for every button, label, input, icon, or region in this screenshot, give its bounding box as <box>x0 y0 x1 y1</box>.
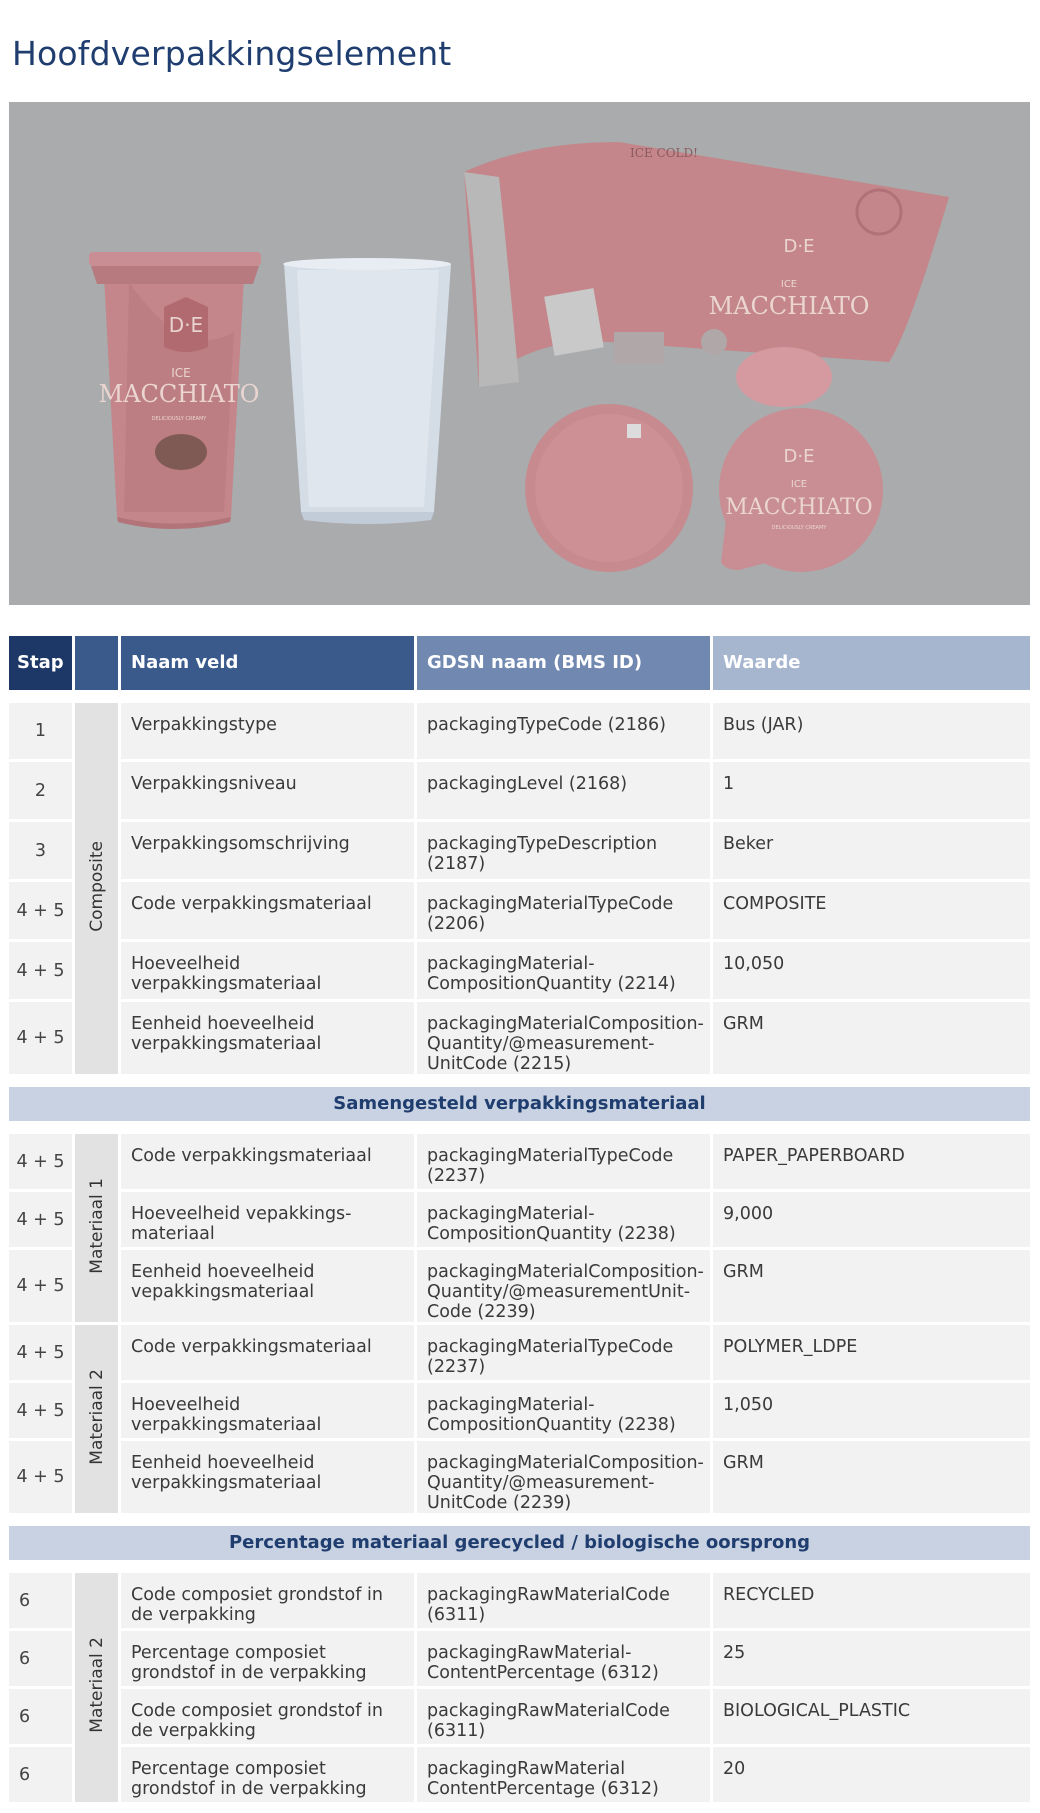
table-row <box>9 1250 1030 1325</box>
bottom-disc-image <box>525 404 693 572</box>
table-row <box>9 1134 1030 1192</box>
naam-cell: Eenheid hoeveelheid verpakkingsmateriaal <box>121 1002 417 1077</box>
waarde-cell: 20 <box>713 1747 1030 1805</box>
stap-cell: 6 <box>9 1631 75 1689</box>
naam-cell: Verpakkingsomschrijving <box>121 822 417 882</box>
svg-text:D·E: D·E <box>783 446 815 467</box>
naam-cell: Percentage composiet grondstof in de verpakking <box>121 1631 417 1689</box>
waarde-cell: 1 <box>713 762 1030 822</box>
gdsn-cell: packagingMaterialTypeCode (2206) <box>417 882 713 942</box>
stap-cell: 4 + 5 <box>9 1192 75 1250</box>
waarde-cell: PAPER_PAPERBOARD <box>713 1134 1030 1192</box>
waarde-cell: 9,000 <box>713 1192 1030 1250</box>
waarde-cell: GRM <box>713 1250 1030 1325</box>
stap-cell: 6 <box>9 1573 75 1631</box>
gdsn-cell: packagingMaterial-CompositionQuantity (2238) <box>417 1192 713 1250</box>
stap-cell: 4 + 5 <box>9 1441 75 1516</box>
naam-cell: Hoeveelheid verpakkingsmateriaal <box>121 942 417 1002</box>
stap-cell: 4 + 5 <box>9 882 75 942</box>
svg-text:MACCHIATO: MACCHIATO <box>708 292 870 320</box>
waarde-cell: Bus (JAR) <box>713 703 1030 762</box>
svg-text:ICE COLD!: ICE COLD! <box>630 146 698 160</box>
waarde-cell: POLYMER_LDPE <box>713 1325 1030 1383</box>
naam-cell: Verpakkingsniveau <box>121 762 417 822</box>
header-waarde: Waarde <box>713 636 1030 693</box>
table-row <box>9 703 1030 762</box>
svg-text:ICE: ICE <box>171 366 191 380</box>
header-naam-veld: Naam veld <box>121 636 417 693</box>
svg-text:DELICIOUSLY CREAMY: DELICIOUSLY CREAMY <box>771 525 827 531</box>
table-row <box>9 942 1030 1002</box>
header-stap: Stap <box>9 636 75 693</box>
group-composite: Composite <box>75 703 121 1077</box>
gdsn-cell: packagingRawMaterial-ContentPercentage (6312) <box>417 1631 713 1689</box>
naam-cell: Code verpakkingsmateriaal <box>121 1325 417 1383</box>
gdsn-cell: packagingMaterialComposition-Quantity/@measurementUnit-Code (2239) <box>417 1250 713 1325</box>
gdsn-cell: packagingMaterialTypeCode (2237) <box>417 1134 713 1192</box>
gdsn-cell: packagingTypeCode (2186) <box>417 703 713 762</box>
gdsn-cell: packagingRawMaterialCode (6311) <box>417 1689 713 1747</box>
packaging-spec-table <box>9 636 1030 1805</box>
stap-cell: 3 <box>9 822 75 882</box>
gdsn-cell: packagingMaterialComposition-Quantity/@measurement-UnitCode (2239) <box>417 1441 713 1516</box>
svg-text:MACCHIATO: MACCHIATO <box>725 495 873 520</box>
table-row <box>9 822 1030 882</box>
waarde-cell: GRM <box>713 1002 1030 1077</box>
group-materiaal-2-percentage: Materiaal 2 <box>75 1573 121 1805</box>
svg-text:MACCHIATO: MACCHIATO <box>98 380 260 408</box>
stap-cell: 4 + 5 <box>9 1325 75 1383</box>
naam-cell: Verpakkingstype <box>121 703 417 762</box>
table-header-row <box>9 636 1030 693</box>
table-row <box>9 1631 1030 1689</box>
naam-cell: Hoeveelheid verpakkingsmateriaal <box>121 1383 417 1441</box>
inner-cup-image <box>283 258 451 524</box>
svg-text:D·E: D·E <box>783 236 815 257</box>
stap-cell: 4 + 5 <box>9 1250 75 1325</box>
table-row <box>9 1441 1030 1516</box>
naam-cell: Code composiet grondstof in de verpakking <box>121 1573 417 1631</box>
naam-cell: Percentage composiet grondstof in de verpakking <box>121 1747 417 1805</box>
lid-foil-image <box>719 408 883 572</box>
header-group <box>75 636 121 693</box>
gdsn-cell: packagingMaterial-CompositionQuantity (2238) <box>417 1383 713 1441</box>
group-materiaal-1: Materiaal 1 <box>75 1134 121 1325</box>
gdsn-cell: packagingRawMaterial ContentPercentage (6312) <box>417 1747 713 1805</box>
waarde-cell: 10,050 <box>713 942 1030 1002</box>
svg-text:ICE: ICE <box>780 279 798 290</box>
packaging-photo <box>9 102 1030 605</box>
waarde-cell: RECYCLED <box>713 1573 1030 1631</box>
naam-cell: Hoeveelheid vepakkings-materiaal <box>121 1192 417 1250</box>
table-row <box>9 1383 1030 1441</box>
section-samengesteld: Samengesteld verpakkingsmateriaal <box>9 1087 1030 1124</box>
table-row <box>9 1325 1030 1383</box>
stap-cell: 2 <box>9 762 75 822</box>
stap-cell: 1 <box>9 703 75 762</box>
table-row <box>9 882 1030 942</box>
naam-cell: Code verpakkingsmateriaal <box>121 1134 417 1192</box>
gdsn-cell: packagingMaterialTypeCode (2237) <box>417 1325 713 1383</box>
section-percentage: Percentage materiaal gerecycled / biologische oorsprong <box>9 1526 1030 1563</box>
stap-cell: 4 + 5 <box>9 1134 75 1192</box>
naam-cell: Eenheid hoeveelheid verpakkingsmateriaal <box>121 1441 417 1516</box>
gdsn-cell: packagingLevel (2168) <box>417 762 713 822</box>
svg-text:D·E: D·E <box>168 313 204 337</box>
gdsn-cell: packagingTypeDescription (2187) <box>417 822 713 882</box>
stap-cell: 6 <box>9 1689 75 1747</box>
waarde-cell: BIOLOGICAL_PLASTIC <box>713 1689 1030 1747</box>
gdsn-cell: packagingRawMaterialCode (6311) <box>417 1573 713 1631</box>
unrolled-sleeve-image <box>464 142 949 407</box>
waarde-cell: COMPOSITE <box>713 882 1030 942</box>
stap-cell: 4 + 5 <box>9 942 75 1002</box>
table-row <box>9 1747 1030 1805</box>
naam-cell: Code verpakkingsmateriaal <box>121 882 417 942</box>
table-row <box>9 762 1030 822</box>
table-row <box>9 1002 1030 1077</box>
waarde-cell: 1,050 <box>713 1383 1030 1441</box>
cup-with-lid-image <box>89 252 261 529</box>
table-row <box>9 1689 1030 1747</box>
svg-text:DELICIOUSLY CREAMY: DELICIOUSLY CREAMY <box>151 416 207 422</box>
page-title: Hoofdverpakkingselement <box>12 34 452 73</box>
stap-cell: 6 <box>9 1747 75 1805</box>
table-row <box>9 1192 1030 1250</box>
header-gdsn-naam: GDSN naam (BMS ID) <box>417 636 713 693</box>
waarde-cell: GRM <box>713 1441 1030 1516</box>
svg-text:ICE: ICE <box>790 479 808 490</box>
gdsn-cell: packagingMaterialComposition-Quantity/@measurement-UnitCode (2215) <box>417 1002 713 1077</box>
group-materiaal-2: Materiaal 2 <box>75 1325 121 1516</box>
naam-cell: Code composiet grondstof in de verpakking <box>121 1689 417 1747</box>
stap-cell: 4 + 5 <box>9 1002 75 1077</box>
stap-cell: 4 + 5 <box>9 1383 75 1441</box>
gdsn-cell: packagingMaterial-CompositionQuantity (2214) <box>417 942 713 1002</box>
table-row <box>9 1573 1030 1631</box>
waarde-cell: Beker <box>713 822 1030 882</box>
naam-cell: Eenheid hoeveelheid vepakkingsmateriaal <box>121 1250 417 1325</box>
waarde-cell: 25 <box>713 1631 1030 1689</box>
